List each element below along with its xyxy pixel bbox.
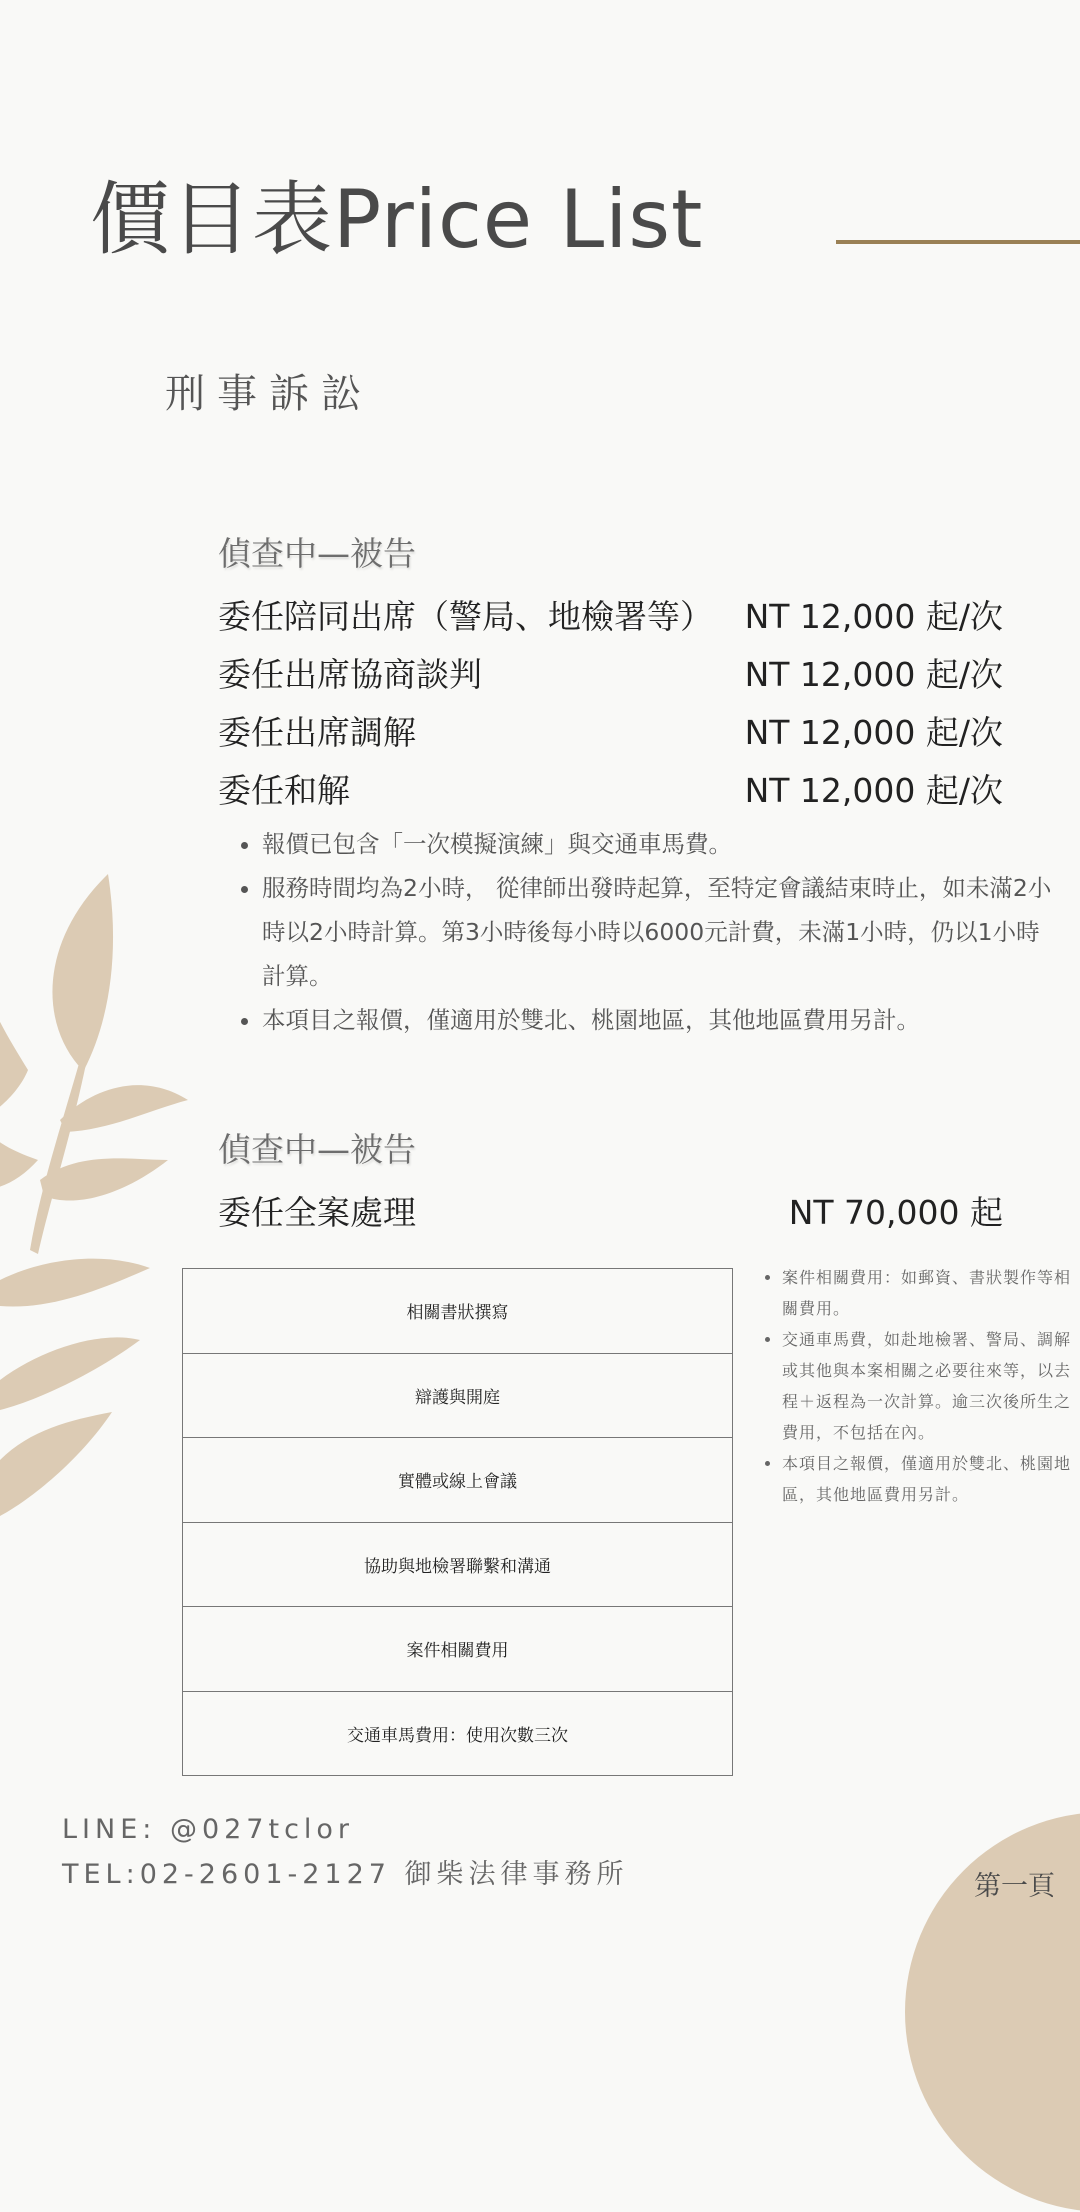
table-cell: 案件相關費用 (183, 1607, 733, 1692)
service-price: NT 12,000 起/次 (744, 713, 1003, 752)
table-cell: 辯護與開庭 (183, 1353, 733, 1438)
category-heading: 刑事訴訟 (165, 371, 373, 417)
line-contact: LINE: @027tclor (62, 1814, 355, 1845)
table-cell: 交通車馬費用：使用次數三次 (347, 1725, 568, 1746)
section1-heading: 偵查中—被告 (218, 534, 416, 573)
service-name: 委任陪同出席（警局、地檢署等） (218, 597, 713, 636)
table-row (183, 1522, 733, 1607)
section2-notes (760, 1262, 1080, 1510)
table-row (183, 1269, 733, 1354)
price-row (218, 713, 1003, 752)
table-row (183, 1438, 733, 1523)
section1-notes (230, 822, 1052, 1042)
table-cell: 實體或線上會議 (183, 1438, 733, 1523)
service-name: 委任出席調解 (218, 713, 416, 752)
service-price: NT 70,000 起 (788, 1193, 1003, 1232)
table-cell: 協助與地檢署聯繫和溝通 (183, 1522, 733, 1607)
service-price: NT 12,000 起/次 (744, 597, 1003, 636)
price-row (218, 597, 1003, 636)
page-title: 價目表Price List (90, 173, 704, 266)
service-price: NT 12,000 起/次 (744, 655, 1003, 694)
page-number: 第一頁 (974, 1871, 1055, 1902)
title-divider (836, 240, 1080, 244)
table-row (183, 1607, 733, 1692)
note-item: • 服務時間均為2小時， 從律師出發時起算，至特定會議結束時止，如未滿2小時以2小時計算。第3小時後每小時以6000元計費，未滿1小時，仍以1小時計算。 (262, 866, 1052, 998)
note-item: • 案件相關費用：如郵資、書狀製作等相關費用。 (782, 1262, 1080, 1324)
service-price: NT 12,000 起/次 (744, 771, 1003, 810)
note-item: • 報價已包含「一次模擬演練」與交通車馬費。 (262, 822, 1052, 866)
price-row (218, 771, 1003, 810)
note-item: • 交通車馬費，如赴地檢署、警局、調解或其他與本案相關之必要往來等，以去程＋返程為一次計算。逾三次後所生之費用，不包括在內。 (782, 1324, 1080, 1448)
table-row (183, 1691, 733, 1776)
service-name: 委任全案處理 (218, 1193, 416, 1232)
service-name: 委任和解 (218, 771, 350, 810)
note-item: • 本項目之報價，僅適用於雙北、桃園地區，其他地區費用另計。 (262, 998, 1052, 1042)
phone-contact: TEL:02-2601-2127 御柴法律事務所 (62, 1859, 629, 1890)
section2-heading: 偵查中—被告 (218, 1130, 416, 1169)
table-row (183, 1353, 733, 1438)
price-row (218, 1193, 1003, 1232)
service-name: 委任出席協商談判 (218, 655, 482, 694)
leaf-decoration-icon (0, 860, 200, 1600)
table-cell: 相關書狀撰寫 (183, 1269, 733, 1354)
note-item: • 本項目之報價，僅適用於雙北、桃園地區，其他地區費用另計。 (782, 1448, 1080, 1510)
price-row (218, 655, 1003, 694)
included-services-table (182, 1268, 733, 1776)
